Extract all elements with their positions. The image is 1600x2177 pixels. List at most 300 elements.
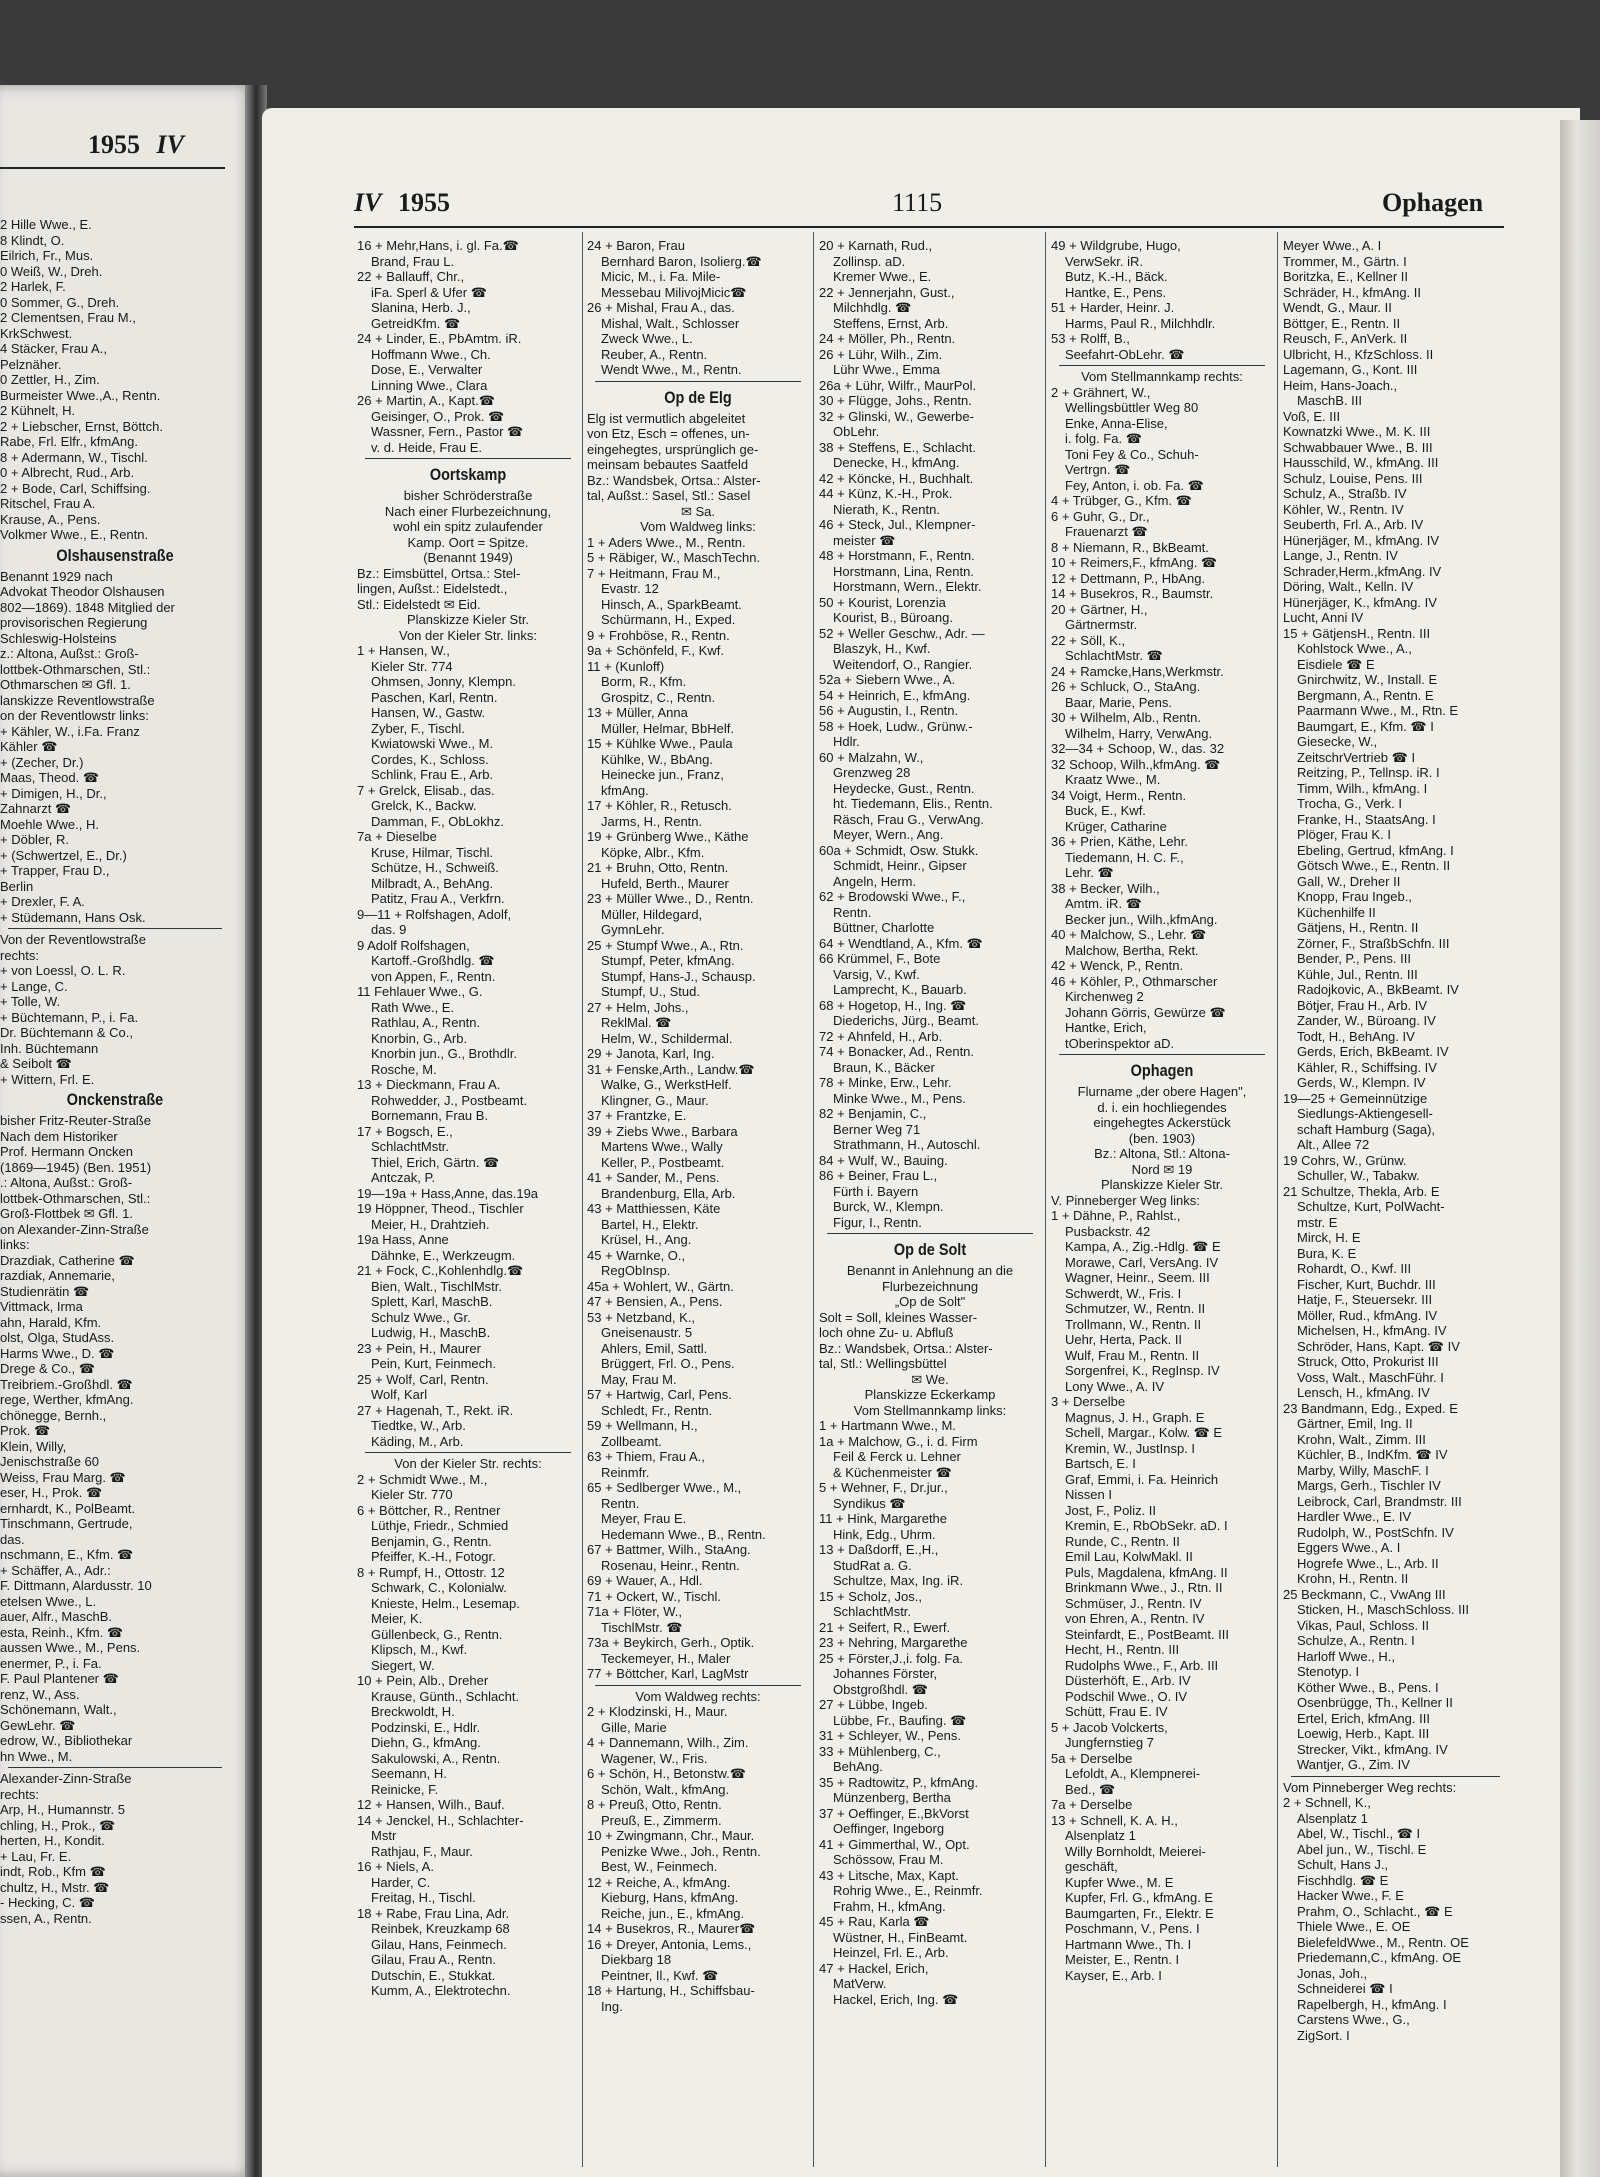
directory-subentry: Siegert, W. bbox=[371, 1657, 435, 1673]
directory-column-2 bbox=[587, 238, 809, 2014]
directory-subentry: Patitz, Frau A., Verkfrn. bbox=[371, 891, 505, 906]
directory-subentry: Horstmann, Lina, Rentn. bbox=[833, 563, 974, 579]
directory-subentry: Hufeld, Berth., Maurer bbox=[601, 875, 729, 891]
directory-entry: Boritzka, E., Kellner II bbox=[1283, 269, 1408, 284]
directory-subentry: Wulf, Frau M., Rentn. II bbox=[1065, 1347, 1200, 1363]
directory-entry: 16 + Dreyer, Antonia, Lems., bbox=[587, 1936, 752, 1952]
street-note: Von der Kieler Str. rechts: bbox=[394, 1456, 542, 1471]
directory-subentry: Morawe, Carl, VersAng. IV bbox=[1065, 1254, 1219, 1270]
directory-subentry: Wagner, Heinr., Seem. III bbox=[1065, 1270, 1210, 1285]
directory-subentry: Bergmann, A., Rentn. E bbox=[1297, 687, 1434, 703]
directory-subentry: Varsig, V., Kwf. bbox=[833, 966, 920, 982]
directory-subentry: Stumpf, Peter, kfmAng. bbox=[601, 953, 735, 968]
directory-entry: Köhler, W., Rentn. IV bbox=[1283, 501, 1404, 517]
street-note: Planskizze Kieler Str. bbox=[406, 612, 530, 627]
directory-subentry: Wendt Wwe., M., Rentn. bbox=[601, 362, 742, 377]
directory-subentry: Knorbin jun., G., Brothdlr. bbox=[371, 1046, 517, 1061]
directory-entry: 4 Stäcker, Frau A., bbox=[0, 341, 107, 356]
directory-subentry: Enke, Anna-Elise, bbox=[1065, 415, 1168, 431]
directory-subentry: BielefeldWwe., M., Rentn. OE bbox=[1297, 1934, 1469, 1950]
directory-subentry: & Küchenmeister ☎ bbox=[833, 1464, 952, 1480]
directory-entry: 51 + Harder, Heinr. J. bbox=[1051, 300, 1175, 315]
directory-entry: Tinschmann, Gertrude, bbox=[0, 1516, 133, 1531]
directory-entry: 9 Adolf Rolfshagen, bbox=[357, 937, 470, 953]
directory-column-1 bbox=[357, 238, 579, 1999]
directory-entry: Studienrätin ☎ bbox=[0, 1283, 90, 1299]
directory-entry: Seuberth, Frl. A., Arb. IV bbox=[1283, 517, 1424, 532]
directory-subentry: Uehr, Herta, Pack. II bbox=[1065, 1332, 1183, 1347]
directory-subentry: Büttner, Charlotte bbox=[833, 920, 935, 935]
street-heading: Ophagen bbox=[1130, 1061, 1194, 1080]
directory-subentry: Lübbe, Fr., Baufing. ☎ bbox=[833, 1712, 967, 1728]
directory-entry: Prof. Hermann Oncken bbox=[0, 1144, 133, 1159]
directory-subentry: Hantke, E., Pens. bbox=[1065, 284, 1167, 300]
directory-subentry: Zollbeamt. bbox=[601, 1433, 662, 1449]
street-note: Vom Stellmannkamp links: bbox=[853, 1402, 1007, 1418]
left-column bbox=[0, 217, 230, 1926]
directory-subentry: Leibrock, Carl, Brandmstr. III bbox=[1297, 1493, 1462, 1509]
directory-entry: 21 + Seifert, R., Ewerf. bbox=[819, 1619, 951, 1635]
directory-subentry: Schürmann, H., Exped. bbox=[601, 612, 736, 627]
directory-entry: 8 + Niemann, R., BkBeamt. bbox=[1051, 539, 1209, 555]
directory-entry: 25 + Stumpf Wwe., A., Rtn. bbox=[587, 937, 744, 953]
directory-subentry: geschäft, bbox=[1065, 1859, 1118, 1874]
directory-entry: 37 + Frantzke, E. bbox=[587, 1108, 687, 1123]
directory-subentry: Messebau MilivojMicic☎ bbox=[601, 284, 747, 300]
directory-subentry: Podzinski, E., Hdlr. bbox=[371, 1719, 481, 1735]
directory-entry: das. bbox=[0, 1531, 25, 1547]
directory-entry: on der Reventlowstr links: bbox=[0, 708, 149, 723]
directory-entry: 10 + Pein, Alb., Dreher bbox=[357, 1673, 489, 1688]
directory-subentry: Evastr. 12 bbox=[601, 581, 659, 596]
directory-subentry: Schwerdt, W., Fris. I bbox=[1065, 1285, 1182, 1301]
directory-entry: hn Wwe., M. bbox=[0, 1748, 73, 1764]
directory-entry: 33 + Mühlenberg, C., bbox=[819, 1743, 941, 1759]
directory-entry: 67 + Battmer, Wilh., StaAng. bbox=[587, 1542, 751, 1557]
directory-subentry: Radojkovic, A., BkBeamt. IV bbox=[1297, 982, 1459, 997]
street-note: Planskizze Kieler Str. bbox=[1100, 1177, 1224, 1192]
directory-entry: 13 + Dieckmann, Frau A. bbox=[357, 1077, 501, 1092]
directory-subentry: Reiche, jun., E., kfmAng. bbox=[601, 1905, 745, 1921]
directory-entry: + Döbler, R. bbox=[0, 832, 70, 847]
directory-subentry: Thiele Wwe., E. OE bbox=[1297, 1919, 1411, 1934]
directory-subentry: Paschen, Karl, Rentn. bbox=[371, 689, 498, 705]
directory-entry: 40 + Malchow, S., Lehr. ☎ bbox=[1051, 927, 1207, 942]
directory-entry: V. Pinneberger Weg links: bbox=[1051, 1192, 1200, 1208]
directory-entry: 39 + Ziebs Wwe., Barbara bbox=[587, 1123, 738, 1139]
directory-subentry: Bien, Walt., TischlMstr. bbox=[371, 1278, 502, 1294]
directory-subentry: Meier, H., Drahtzieh. bbox=[371, 1216, 490, 1232]
directory-subentry: SchlachtMstr. bbox=[833, 1604, 912, 1619]
directory-subentry: Pfeiffer, K.-H., Fotogr. bbox=[371, 1549, 496, 1564]
directory-entry: 2 + Bode, Carl, Schiffsing. bbox=[0, 480, 151, 496]
directory-entry: Solt = Soll, kleines Wasser- bbox=[819, 1309, 978, 1325]
directory-subentry: Milbradt, A., BehAng. bbox=[371, 875, 494, 891]
directory-subentry: Lamprecht, K., Bauarb. bbox=[833, 982, 967, 997]
directory-subentry: Lefoldt, A., Klempnerei- bbox=[1065, 1766, 1201, 1781]
directory-subentry: Harder, C. bbox=[371, 1874, 431, 1890]
directory-subentry: Syndikus ☎ bbox=[833, 1495, 906, 1511]
directory-entry: 7 + Grelck, Elisab., das. bbox=[357, 782, 495, 798]
directory-subentry: Mstr bbox=[371, 1828, 397, 1843]
directory-subentry: das. 9 bbox=[371, 922, 407, 937]
street-note: Benannt in Anlehnung an die bbox=[846, 1263, 1014, 1278]
directory-subentry: Nissen I bbox=[1065, 1487, 1112, 1502]
directory-entry: 12 + Dettmann, P., HbAng. bbox=[1051, 570, 1206, 586]
directory-subentry: Hdlr. bbox=[833, 734, 860, 749]
directory-subentry: Rudolphs Wwe., F., Arb. III bbox=[1065, 1657, 1219, 1673]
directory-entry: 21 + Fock, C.,Kohlenhdlg.☎ bbox=[357, 1263, 524, 1278]
directory-entry: 11 Fehlauer Wwe., G. bbox=[357, 984, 483, 999]
directory-entry: Kähler ☎ bbox=[0, 739, 58, 754]
directory-entry: ahn, Harald, Kfm. bbox=[0, 1314, 102, 1330]
directory-entry: + (Schwertzel, E., Dr.) bbox=[0, 847, 127, 863]
directory-subentry: Reitzing, P., Tellnsp. iR. I bbox=[1297, 765, 1440, 780]
directory-entry: eser, H., Prok. ☎ bbox=[0, 1485, 103, 1500]
directory-subentry: Knopp, Frau Ingeb., bbox=[1297, 889, 1412, 904]
directory-entry: 0 Zettler, H., Zim. bbox=[0, 372, 100, 387]
directory-subentry: Sticken, H., MaschSchloss. III bbox=[1297, 1602, 1469, 1617]
directory-entry: von Etz, Esch = offenes, un- bbox=[587, 426, 750, 441]
directory-subentry: Gätjens, H., Rentn. II bbox=[1297, 920, 1419, 935]
directory-entry: 4 + Dannemann, Wilh., Zim. bbox=[587, 1735, 749, 1750]
directory-subentry: Seemann, H. bbox=[371, 1766, 447, 1781]
directory-entry: 18 + Hartung, H., Schiffsbau- bbox=[587, 1983, 755, 1998]
directory-subentry: Fischer, Kurt, Buchdr. III bbox=[1297, 1276, 1436, 1292]
directory-entry: Schönemann, Walt., bbox=[0, 1702, 117, 1717]
directory-subentry: Ertel, Erich, kfmAng. III bbox=[1297, 1710, 1430, 1726]
street-note: Kamp. Oort = Spitze. bbox=[407, 534, 529, 550]
directory-entry: ssen, A., Rentn. bbox=[0, 1910, 92, 1926]
directory-subentry: Kayser, E., Arb. I bbox=[1065, 1967, 1162, 1983]
directory-entry: Elg ist vermutlich abgeleitet bbox=[587, 410, 746, 426]
directory-entry: 45 + Rau, Karla ☎ bbox=[819, 1914, 930, 1929]
directory-subentry: Steffens, Ernst, Arb. bbox=[833, 315, 949, 331]
directory-subentry: Geisinger, O., Prok. ☎ bbox=[371, 408, 505, 424]
directory-subentry: Klingner, G., Maur. bbox=[601, 1092, 709, 1108]
directory-entry: 25 + Förster,J.,i. folg. Fa. bbox=[819, 1650, 964, 1666]
street-note: Planskizze Eckerkamp bbox=[864, 1387, 996, 1402]
directory-subentry: Küchler, B., IndKfm. ☎ IV bbox=[1297, 1447, 1448, 1462]
directory-entry: Alexander-Zinn-Straße bbox=[0, 1771, 132, 1786]
directory-subentry: Peintner, Il., Kwf. ☎ bbox=[601, 1967, 719, 1983]
street-heading: Onckenstraße bbox=[66, 1090, 164, 1109]
directory-entry: 32 Schoop, Wilh.,kfmAng. ☎ bbox=[1051, 756, 1221, 772]
directory-entry: 2 Clementsen, Frau M., bbox=[0, 310, 136, 325]
directory-subentry: Gerds, Erich, BkBeamt. IV bbox=[1297, 1044, 1449, 1059]
column-divider bbox=[582, 232, 583, 2167]
directory-entry: 15 + Scholz, Jos., bbox=[819, 1588, 922, 1604]
directory-entry: 19 Höppner, Theod., Tischler bbox=[357, 1201, 524, 1216]
directory-subentry: Zweck Wwe., L. bbox=[601, 331, 693, 346]
directory-subentry: Steinfardt, E., PostBeamt. III bbox=[1065, 1626, 1230, 1642]
directory-entry: Othmarschen ✉ Gfl. 1. bbox=[0, 677, 131, 692]
directory-entry: Harms Wwe., D. ☎ bbox=[0, 1345, 115, 1361]
directory-subentry: Schledt, Fr., Rentn. bbox=[601, 1402, 713, 1418]
directory-subentry: Loewig, Herb., Kapt. III bbox=[1297, 1726, 1430, 1741]
directory-subentry: Podschil Wwe., O. IV bbox=[1065, 1688, 1188, 1704]
directory-entry: 9 + Frohböse, R., Rentn. bbox=[587, 627, 730, 643]
directory-entry: 53 + Netzband, K., bbox=[587, 1309, 696, 1325]
directory-entry: 26a + Lühr, Wilfr., MaurPol. bbox=[819, 377, 977, 393]
directory-subentry: Trollmann, W., Rentn. II bbox=[1065, 1316, 1202, 1332]
directory-entry: 11 + Hink, Margarethe bbox=[819, 1511, 948, 1526]
directory-entry: 42 + Köncke, H., Buchhalt. bbox=[819, 470, 974, 486]
directory-subentry: Rosche, M. bbox=[371, 1061, 437, 1077]
directory-entry: tal, Außst.: Sasel, Stl.: Sasel bbox=[587, 488, 751, 503]
directory-subentry: i. folg. Fa. ☎ bbox=[1065, 431, 1142, 446]
street-note: wohl ein spitz zulaufender bbox=[393, 519, 543, 534]
directory-subentry: Dähnke, E., Werkzeugm. bbox=[371, 1247, 516, 1263]
column-divider bbox=[1277, 232, 1278, 2167]
directory-entry: 9—11 + Rolfshagen, Adolf, bbox=[357, 906, 512, 922]
left-header-part: IV bbox=[156, 130, 184, 159]
directory-entry: lottbek-Othmarschen, Stl.: bbox=[0, 661, 151, 677]
directory-entry: loch ohne Zu- u. Abfluß bbox=[819, 1325, 954, 1340]
directory-subentry: GetreidKfm. ☎ bbox=[371, 315, 461, 331]
directory-subentry: Heinecke jun., Franz, bbox=[601, 767, 724, 782]
directory-entry: 43 + Litsche, Max, Kapt. bbox=[819, 1867, 959, 1883]
directory-column-5 bbox=[1283, 238, 1508, 2043]
directory-subentry: Meyer, Frau E. bbox=[601, 1511, 687, 1526]
directory-subentry: Keller, P., Postbeamt. bbox=[601, 1154, 725, 1170]
directory-entry: 35 + Radtowitz, P., kfmAng. bbox=[819, 1774, 979, 1790]
directory-subentry: Wantjer, G., Zim. IV bbox=[1297, 1757, 1410, 1772]
directory-entry: 32 + Glinski, W., Gewerbe- bbox=[819, 408, 974, 424]
directory-subentry: Pein, Kurt, Feinmech. bbox=[371, 1356, 496, 1371]
directory-subentry: Hardler Wwe., E. IV bbox=[1297, 1509, 1412, 1524]
directory-entry: Rabe, Frl. Elfr., kfmAng. bbox=[0, 434, 138, 449]
directory-subentry: Krohn, H., Rentn. II bbox=[1297, 1571, 1409, 1586]
directory-subentry: Eggers Wwe., A. I bbox=[1297, 1540, 1401, 1555]
directory-entry: 15 + GätjensH., Rentn. III bbox=[1283, 625, 1431, 641]
directory-entry: 53 + Rolff, B., bbox=[1051, 331, 1130, 346]
directory-subentry: Johann Görris, Gewürze ☎ bbox=[1065, 1004, 1226, 1020]
directory-subentry: Prahm, O., Schlacht., ☎ E bbox=[1297, 1903, 1453, 1919]
directory-entry: 2 Harlek, F. bbox=[0, 279, 66, 294]
directory-subentry: ZigSort. I bbox=[1297, 2027, 1350, 2043]
directory-subentry: Borm, R., Kfm. bbox=[601, 674, 687, 689]
directory-entry: & Seibolt ☎ bbox=[0, 1056, 72, 1071]
directory-subentry: Wüstner, H., FinBeamt. bbox=[833, 1929, 968, 1945]
directory-subentry: Hartmann Wwe., Th. I bbox=[1065, 1936, 1192, 1952]
directory-subentry: Rapelbergh, H., kfmAng. I bbox=[1297, 1996, 1447, 2012]
directory-subentry: Schultze, Kurt, PolWacht- bbox=[1297, 1199, 1445, 1214]
directory-subentry: Diekbarg 18 bbox=[601, 1952, 672, 1967]
directory-subentry: MaschB. III bbox=[1297, 393, 1363, 408]
street-note: Nord ✉ 19 bbox=[1131, 1161, 1193, 1177]
directory-entry: 5 + Wehner, F., Dr.jur., bbox=[819, 1480, 948, 1495]
directory-subentry: Rath Wwe., E. bbox=[371, 999, 455, 1015]
directory-entry: 22 + Jennerjahn, Gust., bbox=[819, 284, 955, 300]
directory-entry: + Stüdemann, Hans Osk. bbox=[0, 909, 146, 925]
directory-subentry: Zollinsp. aD. bbox=[833, 253, 906, 269]
directory-entry: 1a + Malchow, G., i. d. Firm bbox=[819, 1433, 978, 1449]
directory-subentry: Giesecke, W., bbox=[1297, 734, 1378, 749]
directory-entry: Vom Pinneberger Weg rechts: bbox=[1283, 1779, 1457, 1795]
directory-subentry: Voss, Walt., MaschFühr. I bbox=[1297, 1369, 1444, 1385]
directory-subentry: Stumpf, Hans-J., Schausp. bbox=[601, 968, 756, 984]
directory-entry: (1869—1945) (Ben. 1951) bbox=[0, 1159, 152, 1175]
directory-entry: + (Zecher, Dr.) bbox=[0, 754, 84, 770]
directory-entry: 48 + Horstmann, F., Rentn. bbox=[819, 548, 975, 563]
directory-entry: 59 + Wellmann, H., bbox=[587, 1418, 698, 1433]
directory-subentry: Diehn, G., kfmAng. bbox=[371, 1735, 481, 1750]
directory-subentry: Brinkmann Wwe., J., Rtn. II bbox=[1065, 1580, 1223, 1595]
street-note: Von der Kieler Str. links: bbox=[398, 627, 537, 643]
directory-subentry: Cordes, K., Schloss. bbox=[371, 751, 489, 767]
directory-entry: 47 + Hackel, Erich, bbox=[819, 1960, 929, 1976]
street-heading: Oortskamp bbox=[429, 465, 507, 484]
directory-entry: GewLehr. ☎ bbox=[0, 1717, 76, 1733]
directory-subentry: Lüthje, Friedr., Schmied bbox=[371, 1518, 509, 1533]
directory-entry: 19 + Grünberg Wwe., Käthe bbox=[587, 829, 749, 844]
directory-entry: 20 + Gärtner, H., bbox=[1051, 601, 1148, 617]
right-page bbox=[262, 108, 1580, 2177]
directory-entry: 8 + Adermann, W., Tischl. bbox=[0, 449, 148, 465]
directory-entry: 5 + Jacob Volckerts, bbox=[1051, 1719, 1168, 1735]
directory-subentry: Harms, Paul R., Milchhdlr. bbox=[1065, 315, 1216, 331]
directory-entry: 38 + Becker, Wilh., bbox=[1051, 880, 1160, 896]
directory-entry: Eilrich, Fr., Mus. bbox=[0, 248, 94, 263]
directory-entry: .: Altona, Außst.: Groß- bbox=[0, 1175, 133, 1190]
directory-subentry: Runde, C., Rentn. II bbox=[1065, 1533, 1180, 1549]
directory-subentry: Willy Bornholdt, Meierei- bbox=[1065, 1843, 1206, 1859]
directory-subentry: StudRat a. G. bbox=[833, 1557, 912, 1573]
directory-entry: 72 + Ahnfeld, H., Arb. bbox=[819, 1028, 943, 1044]
directory-subentry: Hink, Edg., Uhrm. bbox=[833, 1526, 936, 1542]
directory-entry: 54 + Heinrich, E., kfmAng. bbox=[819, 687, 971, 703]
directory-entry: Nach dem Historiker bbox=[0, 1128, 118, 1144]
directory-subentry: Meier, K. bbox=[371, 1611, 423, 1626]
directory-subentry: Kupfer, Frl. G., kfmAng. E bbox=[1065, 1890, 1214, 1905]
directory-subentry: Butz, K.-H., Bäck. bbox=[1065, 269, 1168, 284]
directory-subentry: Poschmann, V., Pens. I bbox=[1065, 1921, 1200, 1936]
section-divider bbox=[365, 1452, 571, 1453]
directory-entry: 5 + Räbiger, W., MaschTechn. bbox=[587, 550, 761, 565]
directory-subentry: Nierath, K., Rentn. bbox=[833, 501, 940, 517]
directory-entry: 30 + Wilhelm, Alb., Rentn. bbox=[1051, 710, 1201, 725]
directory-entry: Reusch, F., AnVerk. II bbox=[1283, 331, 1408, 346]
directory-entry: Volkmer Wwe., E., Rentn. bbox=[0, 527, 149, 542]
directory-entry: 82 + Benjamin, C., bbox=[819, 1106, 927, 1121]
directory-entry: 42 + Wenck, P., Rentn. bbox=[1051, 958, 1184, 973]
page-edge bbox=[1560, 120, 1600, 2177]
directory-subentry: Michelsen, H., kfmAng. IV bbox=[1297, 1323, 1447, 1338]
directory-subentry: Puls, Magdalena, kfmAng. II bbox=[1065, 1564, 1228, 1580]
directory-subentry: Frauenarzt ☎ bbox=[1065, 524, 1148, 539]
directory-subentry: Hackel, Erich, Ing. ☎ bbox=[833, 1991, 959, 2007]
directory-subentry: Zander, W., Büroang. IV bbox=[1297, 1013, 1436, 1028]
directory-subentry: Rohardt, O., Kwf. III bbox=[1297, 1261, 1412, 1276]
directory-subentry: Ludwig, H., MaschB. bbox=[371, 1325, 491, 1340]
directory-subentry: Malchow, Bertha, Rekt. bbox=[1065, 942, 1199, 958]
street-note: d. i. ein hochliegendes bbox=[1097, 1099, 1227, 1115]
directory-entry: Drege & Co., ☎ bbox=[0, 1361, 95, 1376]
directory-subentry: Bötjer, Frau H., Arb. IV bbox=[1297, 997, 1428, 1013]
directory-subentry: Rentn. bbox=[833, 904, 872, 920]
directory-subentry: Blaszyk, H., Kwf. bbox=[833, 641, 931, 656]
directory-subentry: meister ☎ bbox=[833, 532, 896, 548]
directory-subentry: Hinsch, A., SparkBeamt. bbox=[601, 596, 742, 612]
directory-entry: 14 + Busekros, R., Baumstr. bbox=[1051, 586, 1214, 601]
directory-entry: 10 + Zwingmann, Chr., Maur. bbox=[587, 1828, 755, 1843]
directory-subentry: Kruse, Hilmar, Tischl. bbox=[371, 844, 494, 860]
directory-entry: + von Loessl, O. L. R. bbox=[0, 963, 126, 978]
directory-subentry: ht. Tiedemann, Elis., Rentn. bbox=[833, 796, 993, 811]
directory-entry: chönegge, Bernh., bbox=[0, 1407, 107, 1423]
directory-subentry: Heydecke, Gust., Rentn. bbox=[833, 780, 975, 796]
directory-subentry: Rathjau, F., Maur. bbox=[371, 1843, 473, 1859]
directory-subentry: Reinmfr. bbox=[601, 1464, 650, 1480]
directory-subentry: Schwark, C., Kolonialw. bbox=[371, 1580, 507, 1595]
directory-entry: - Hecking, C. ☎ bbox=[0, 1895, 95, 1910]
directory-subentry: Jungfernstieg 7 bbox=[1065, 1735, 1154, 1750]
directory-subentry: Zörner, F., StraßbSchfn. III bbox=[1297, 935, 1450, 951]
directory-subentry: Alsenplatz 1 bbox=[1297, 1810, 1368, 1826]
directory-entry: 71a + Flöter, W., bbox=[587, 1604, 683, 1619]
street-heading: Olshausenstraße bbox=[56, 545, 174, 565]
directory-subentry: Horstmann, Wern., Elektr. bbox=[833, 579, 982, 594]
directory-subentry: Hatje, F., Steuersekr. III bbox=[1297, 1292, 1433, 1307]
directory-entry: + Lau, Fr. E. bbox=[0, 1848, 72, 1864]
directory-entry: 14 + Jenckel, H., Schlachter- bbox=[357, 1812, 524, 1828]
directory-subentry: Bura, K. E bbox=[1297, 1245, 1357, 1261]
directory-entry: rechts: bbox=[0, 947, 40, 963]
directory-subentry: Sorgenfrei, K., RegInsp. IV bbox=[1065, 1363, 1220, 1378]
right-page-header-left bbox=[354, 188, 450, 218]
section-divider bbox=[1059, 1054, 1265, 1055]
directory-entry: 1 + Hartmann Wwe., M. bbox=[819, 1418, 956, 1433]
directory-entry: 12 + Reiche, A., kfmAng. bbox=[587, 1874, 731, 1890]
directory-entry: Berlin bbox=[0, 878, 34, 894]
directory-entry: Hausschild, W., kfmAng. III bbox=[1283, 455, 1439, 470]
directory-subentry: Tiedemann, H. C. F., bbox=[1065, 849, 1184, 865]
directory-entry: Moehle Wwe., H. bbox=[0, 816, 99, 832]
directory-subentry: Küchenhilfe II bbox=[1297, 904, 1376, 920]
directory-subentry: Bornemann, Frau B. bbox=[371, 1108, 489, 1123]
directory-subentry: Krohn, Walt., Zimm. III bbox=[1297, 1431, 1426, 1447]
directory-subentry: Harloff Wwe., H., bbox=[1297, 1648, 1396, 1664]
directory-subentry: Güllenbeck, G., Rentn. bbox=[371, 1626, 503, 1642]
directory-entry: 62 + Brodowski Wwe., F., bbox=[819, 889, 966, 904]
directory-entry: herten, H., Kondit. bbox=[0, 1833, 105, 1848]
directory-subentry: Schneiderei ☎ I bbox=[1297, 1981, 1393, 1996]
directory-entry: Bz.: Wandsbek, Ortsa.: Alster- bbox=[819, 1340, 993, 1356]
directory-entry: Lucht, Anni IV bbox=[1283, 610, 1364, 625]
directory-entry: 1 + Aders Wwe., M., Rentn. bbox=[587, 534, 746, 550]
directory-subentry: Burck, W., Klempn. bbox=[833, 1199, 944, 1214]
directory-subentry: Priedemann,C., kfmAng. OE bbox=[1297, 1950, 1462, 1965]
directory-subentry: Obstgroßhdl. ☎ bbox=[833, 1681, 928, 1697]
directory-subentry: Hogrefe Wwe., L., Arb. II bbox=[1297, 1555, 1439, 1571]
directory-entry: 13 + Daßdorff, E.,H., bbox=[819, 1542, 939, 1557]
directory-subentry: Frahm, H., kfmAng. bbox=[833, 1898, 946, 1914]
directory-entry: 2 Kühnelt, H. bbox=[0, 403, 76, 418]
directory-subentry: GymnLehr. bbox=[601, 922, 665, 937]
directory-entry: 52a + Siebern Wwe., A. bbox=[819, 672, 956, 687]
directory-subentry: Pusbackstr. 42 bbox=[1065, 1223, 1151, 1239]
directory-subentry: Micic, M., i. Fa. Mile- bbox=[601, 269, 721, 284]
directory-entry: 27 + Hagenah, T., Rekt. iR. bbox=[357, 1402, 514, 1418]
directory-subentry: Trocha, G., Verk. I bbox=[1297, 796, 1402, 811]
directory-subentry: Wilhelm, Harry, VerwAng. bbox=[1065, 725, 1213, 741]
directory-subentry: Struck, Otto, Prokurist III bbox=[1297, 1354, 1439, 1369]
directory-entry: Zahnarzt ☎ bbox=[0, 801, 72, 816]
directory-subentry: Kähler, R., Schiffsing. IV bbox=[1297, 1059, 1437, 1075]
directory-entry: Weiss, Frau Marg. ☎ bbox=[0, 1469, 126, 1485]
directory-subentry: Mirck, H. E bbox=[1297, 1230, 1361, 1245]
